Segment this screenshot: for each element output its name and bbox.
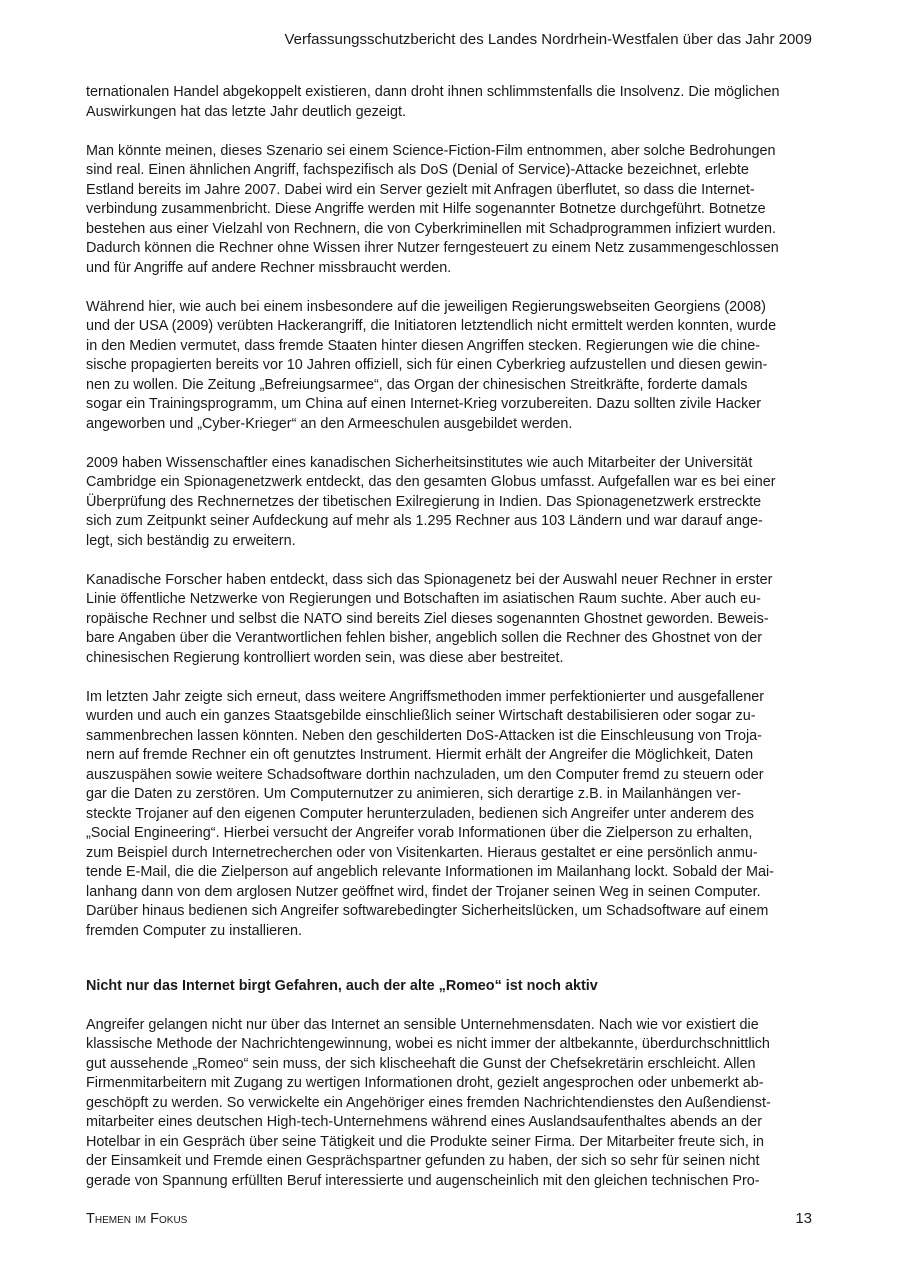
- paragraph-7: Angreifer gelangen nicht nur über das Internet an sensible Unternehmensdaten. Nach wie vor existiert die klassische Methode der Nachrichtengewinnung, wobei es nicht immer der altbekannte, überdurchschnittlich gut aussehende „Romeo“ sein muss, der sich klischeehaft die Gunst der Chefsekretärin erschleicht. Allen Firmenmitarbeitern mit Zugang zu wertigen Informationen droht, gezielt angesprochen oder unbemerkt ab- geschöpft zu werden. So verwickelte ein Angehöriger eines fremden Nachrichtendienstes den Außendienst- mitarbeiter eines deutschen High-tech-Unternehmens während eines Auslandsaufenthaltes abends an der Hotelbar in ein Gespräch über seine Tätigkeit und die Produkte seiner Firma. Der Mitarbeiter freute sich, in der Einsamkeit und Fremde einen Gesprächspartner gefunden zu haben, der sich so sehr für seinen nicht gerade von Spannung erfüllten Beruf interessierte und augenscheinlich mit den gleichen technischen Pro-: [86, 1016, 771, 1189]
- paragraph-5: Kanadische Forscher haben entdeckt, dass sich das Spionagenetz bei der Auswahl neuer Rechner in erster Linie öffentliche Netzwerke von Regierungen und Botschaften im asiatischen Raum suchte. Aber auch eu- ropäische Rechner und selbst die NATO sind bereits Ziel dieses sogenannten Ghostnet geworden. Beweis- bare Angaben über die Verantwortlichen fehlen bisher, angeblich sollen die Rechner des Ghostnet von der chinesischen Regierung kontrolliert worden sein, was diese aber bestreitet.: [86, 571, 773, 666]
- paragraph-6: Im letzten Jahr zeigte sich erneut, dass weitere Angriffsmethoden immer perfektionierter und ausgefallener wurden und auch ein ganzes Staatsgebilde einschließlich seiner Wirtschaft destabilisieren oder sogar zu- sammenbrechen lassen könnten. Neben den geschilderten DoS-Attacken ist die Einschleusung von Troja- nern auf fremde Rechner ein oft genutztes Instrument. Hiermit erhält der Angreifer die Möglichkeit, Daten auszuspähen sowie weitere Schadsoftware dorthin nachzuladen, um den Computer fremd zu steuern oder gar die Daten zu zerstören. Um Computernutzer zu animieren, sich derartige z.B. in Mailanhängen ver- steckte Trojaner auf den eigenen Computer herunterzuladen, bedienen sich Angreifer unter anderem des „Social Engineering“. Hierbei versucht der Angreifer vorab Informationen über die Zielperson zu erhalten, zum Beispiel durch Internetrecherchen oder von Visitenkarten. Hieraus gestaltet er eine persönlich anmu- tende E-Mail, die die Zielperson auf angeblich relevante Informationen im Mailanhang lockt. Sobald der Mai- lanhang dann von dem arglosen Nutzer geöffnet wird, findet der Trojaner seinen Weg in seinen Computer. Darüber hinaus bedienen sich Angreifer softwarebedingter Sicherheitslücken, um Schadsoftware auf einem fremden Computer zu installieren.: [86, 688, 774, 939]
- paragraph-1: ternationalen Handel abgekoppelt existieren, dann droht ihnen schlimmstenfalls die Insolvenz. Die möglichen Auswirkungen hat das letzte Jahr deutlich gezeigt.: [86, 84, 780, 120]
- running-header: Verfassungsschutzbericht des Landes Nordrhein-Westfalen über das Jahr 2009: [284, 31, 812, 48]
- paragraph-3: Während hier, wie auch bei einem insbesondere auf die jeweiligen Regierungswebseiten Georgiens (2008) und der USA (2009) verübten Hackerangriff, die Initiatoren letztendlich nicht ermittelt werden konnten, wurde in den Medien vermutet, dass fremde Staaten hinter diesen Angriffen stecken. Regierungen wie die chine- sische propagierten bereits vor 10 Jahren offiziell, sich für einen Cyberkrieg aufzustellen und diesen gewin- nen zu wollen. Die Zeitung „Befreiungsarmee“, das Organ der chinesischen Streitkräfte, forderte damals sogar ein Trainingsprogramm, um China auf einen Internet-Krieg vorzubereiten. Dazu sollten zivile Hacker angeworben und „Cyber-Krieger“ an den Armeeschulen ausgebildet werden.: [86, 298, 777, 432]
- section-heading: Nicht nur das Internet birgt Gefahren, auch der alte „Romeo“ ist noch aktiv: [86, 978, 598, 994]
- page-content: [86, 83, 814, 1211]
- paragraph-4: 2009 haben Wissenschaftler eines kanadischen Sicherheitsinstitutes wie auch Mitarbeiter der Universität Cambridge ein Spionagenetzwerk entdeckt, das den gesamten Globus umfasst. Aufgefallen war es bei einer Überprüfung des Rechnernetzes der tibetischen Exilregierung in Indien. Das Spionagenetzwerk erstreckte sich zum Zeitpunkt seiner Aufdeckung auf mehr als 1.295 Rechner aus 103 Ländern und war darauf ange- legt, sich beständig zu erweitern.: [86, 454, 776, 549]
- paragraph-2: Man könnte meinen, dieses Szenario sei einem Science-Fiction-Film entnommen, aber solche Bedrohungen sind real. Einen ähnlichen Angriff, fachspezifisch als DoS (Denial of Service)-Attacke bezeichnet, erlebte Estland bereits im Jahre 2007. Dabei wird ein Server gezielt mit Anfragen überflutet, so dass die Internet- verbindung zusammenbricht. Diese Angriffe werden mit Hilfe sogenannter Botnetze durchgeführt. Botnetze bestehen aus einer Vielzahl von Rechnern, die von Cyberkriminellen mit Schadprogrammen infiziert wurden. Dadurch können die Rechner ohne Wissen ihrer Nutzer ferngesteuert zu einem Netz zusammengeschlossen und für Angriffe auf andere Rechner missbraucht werden.: [86, 142, 779, 276]
- footer-section-name: Themen im Fokus: [86, 1211, 188, 1227]
- page-number: 13: [795, 1210, 812, 1227]
